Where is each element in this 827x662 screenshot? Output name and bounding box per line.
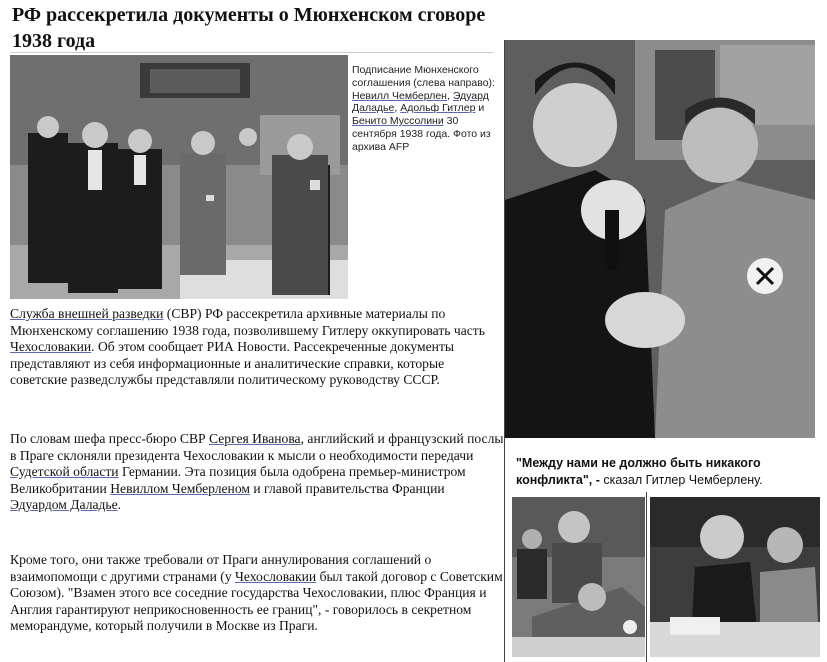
link-sergey-ivanov[interactable]: Сергея Иванова	[209, 431, 301, 446]
photo-caption	[352, 64, 500, 154]
quote-caption	[516, 455, 816, 489]
link-czechoslovakia[interactable]: Чехословакии	[10, 339, 92, 354]
caption-sep: ,	[394, 102, 401, 115]
link-chamberlain-2[interactable]: Невиллом Чемберленом	[110, 480, 250, 496]
para-text: Германии. Эта позиция была одобрена премьер-министром Великобритании	[10, 464, 466, 496]
signing-group-photo-art	[10, 55, 348, 299]
link-sudetenland[interactable]: Судетской области	[10, 464, 119, 479]
title-divider	[10, 52, 494, 53]
link-hitler[interactable]: Адольф Гитлер	[400, 102, 476, 115]
link-chamberlain[interactable]: Невилл Чемберлен	[352, 89, 447, 102]
link-daladier[interactable]: Эдуард Даладье	[352, 89, 489, 115]
bottom-right-photo	[650, 497, 820, 657]
para-text: (СВР) РФ рассекретила архивные материалы по Мюнхенскому соглашению 1938 года, позволившему Гитлеру оккупировать часть	[10, 306, 485, 338]
photo-divider	[646, 492, 647, 662]
link-daladier-2[interactable]: Эдуардом Даладье	[10, 497, 118, 512]
quote-attribution: сказал Гитлер Чемберлену.	[599, 473, 763, 487]
para-text: , английский и французский послы в Праге склоняли президента Чехословакии к мысли о необходимости передачи	[10, 431, 504, 463]
para-text: и главой правительства Франции	[249, 480, 445, 496]
bottom-right-photo-art	[650, 497, 820, 657]
caption-text: Подписание Мюнхенского соглашения (слева направо):	[352, 64, 495, 89]
article-title: РФ рассекретила документы о Мюнхенском сговоре 1938 года	[12, 4, 486, 52]
link-mussolini[interactable]: Бенито Муссолини	[352, 115, 444, 128]
caption-text: 30 сентября 1938 года. Фото из архива AFP	[352, 115, 491, 153]
caption-sep: и	[475, 102, 485, 115]
caption-sep: ,	[446, 89, 453, 102]
link-czechoslovakia-2[interactable]: Чехословакии	[235, 568, 317, 584]
para-text: По словам шефа пресс-бюро СВР	[10, 431, 210, 446]
bottom-left-photo	[512, 497, 645, 657]
para-text: .	[117, 497, 122, 512]
paragraph-3	[10, 552, 504, 635]
handshake-photo	[505, 40, 815, 438]
paragraph-1	[10, 306, 504, 389]
para-text: Кроме того, они также требовали от Праги аннулирования соглашений о взаимопомощи с другими странами (у	[10, 552, 432, 584]
quote-text: "Между нами не должно быть никакого конфликта", -	[516, 456, 761, 487]
signing-group-photo	[10, 55, 348, 299]
bottom-left-photo-art	[512, 497, 645, 657]
paragraph-2	[10, 431, 504, 514]
para-text: был такой договор с Советским Союзом). "Взамен этого все соседние государства Чехословакии, плюс Франция и Англия гарантируют неприкосновенность ее границ", - говорилось в секретном меморандуме, который получили в Москве из Праги.	[10, 568, 503, 633]
para-text: . Об этом сообщает РИА Новости. Рассекреченные документы представляют из себя информационные и аналитические справки, которые советские разведслужбы представляли политическому руководству СССР.	[10, 339, 455, 387]
link-svr[interactable]: Служба внешней разведки	[10, 306, 164, 321]
handshake-photo-art	[505, 40, 815, 438]
